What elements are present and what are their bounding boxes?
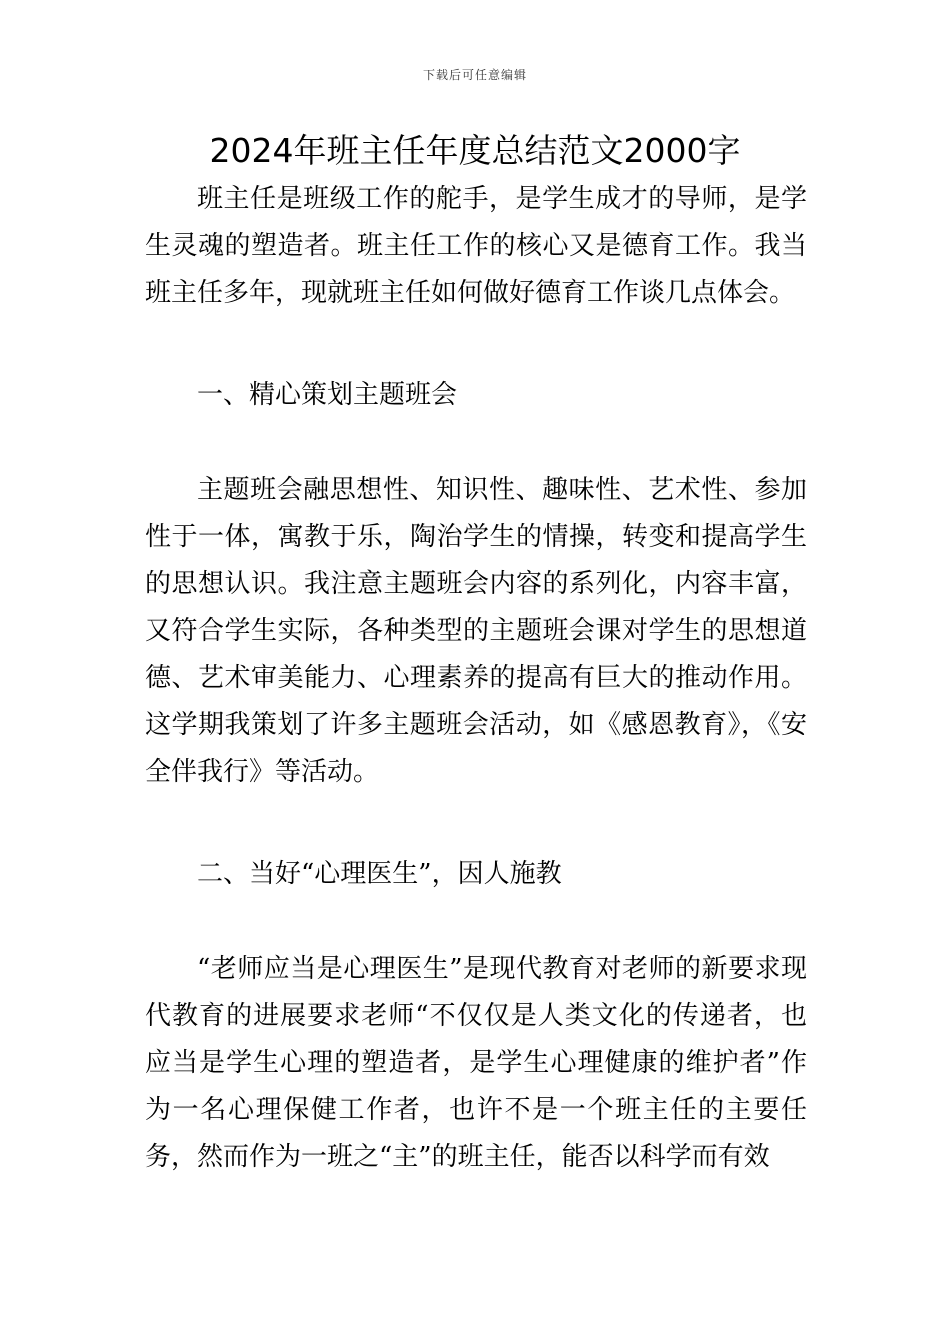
spacer — [145, 419, 807, 467]
intro-paragraph: 班主任是班级工作的舵手，是学生成才的导师，是学生灵魂的塑造者。班主任工作的核心又是德育工作。我当班主任多年，现就班主任如何做好德育工作谈几点体会。 — [145, 184, 807, 308]
section-1-heading: 一、精心策划主题班会 — [197, 380, 458, 410]
spacer — [145, 317, 807, 372]
section-2-heading: 二、当好“心理医生”，因人施教 — [197, 859, 562, 889]
document-body — [145, 176, 807, 1181]
spacer — [145, 796, 807, 851]
document-title: 2024年班主任年度总结范文2000字 — [209, 131, 741, 170]
header-note: 下载后可任意编辑 — [422, 68, 527, 82]
spacer — [145, 898, 807, 946]
section-2-paragraph: “老师应当是心理医生”是现代教育对老师的新要求现代教育的进展要求老师“不仅仅是人类文化的传递者，也应当是学生心理的塑造者，是学生心理健康的维护者”作为一名心理保健工作者，也许不是一个班主任的主要任务，然而作为一班之“主”的班主任，能否以科学而有效 — [145, 954, 807, 1172]
section-1-paragraph: 主题班会融思想性、知识性、趣味性、艺术性、参加性于一体，寓教于乐，陶治学生的情操，转变和提高学生的思想认识。我注意主题班会内容的系列化，内容丰富，又符合学生实际，各种类型的主题班会课对学生的思想道德、艺术审美能力、心理素养的提高有巨大的推动作用。这学期我策划了许多主题班会活动，如《感恩教育》，《安全伴我行》等活动。 — [145, 475, 807, 787]
